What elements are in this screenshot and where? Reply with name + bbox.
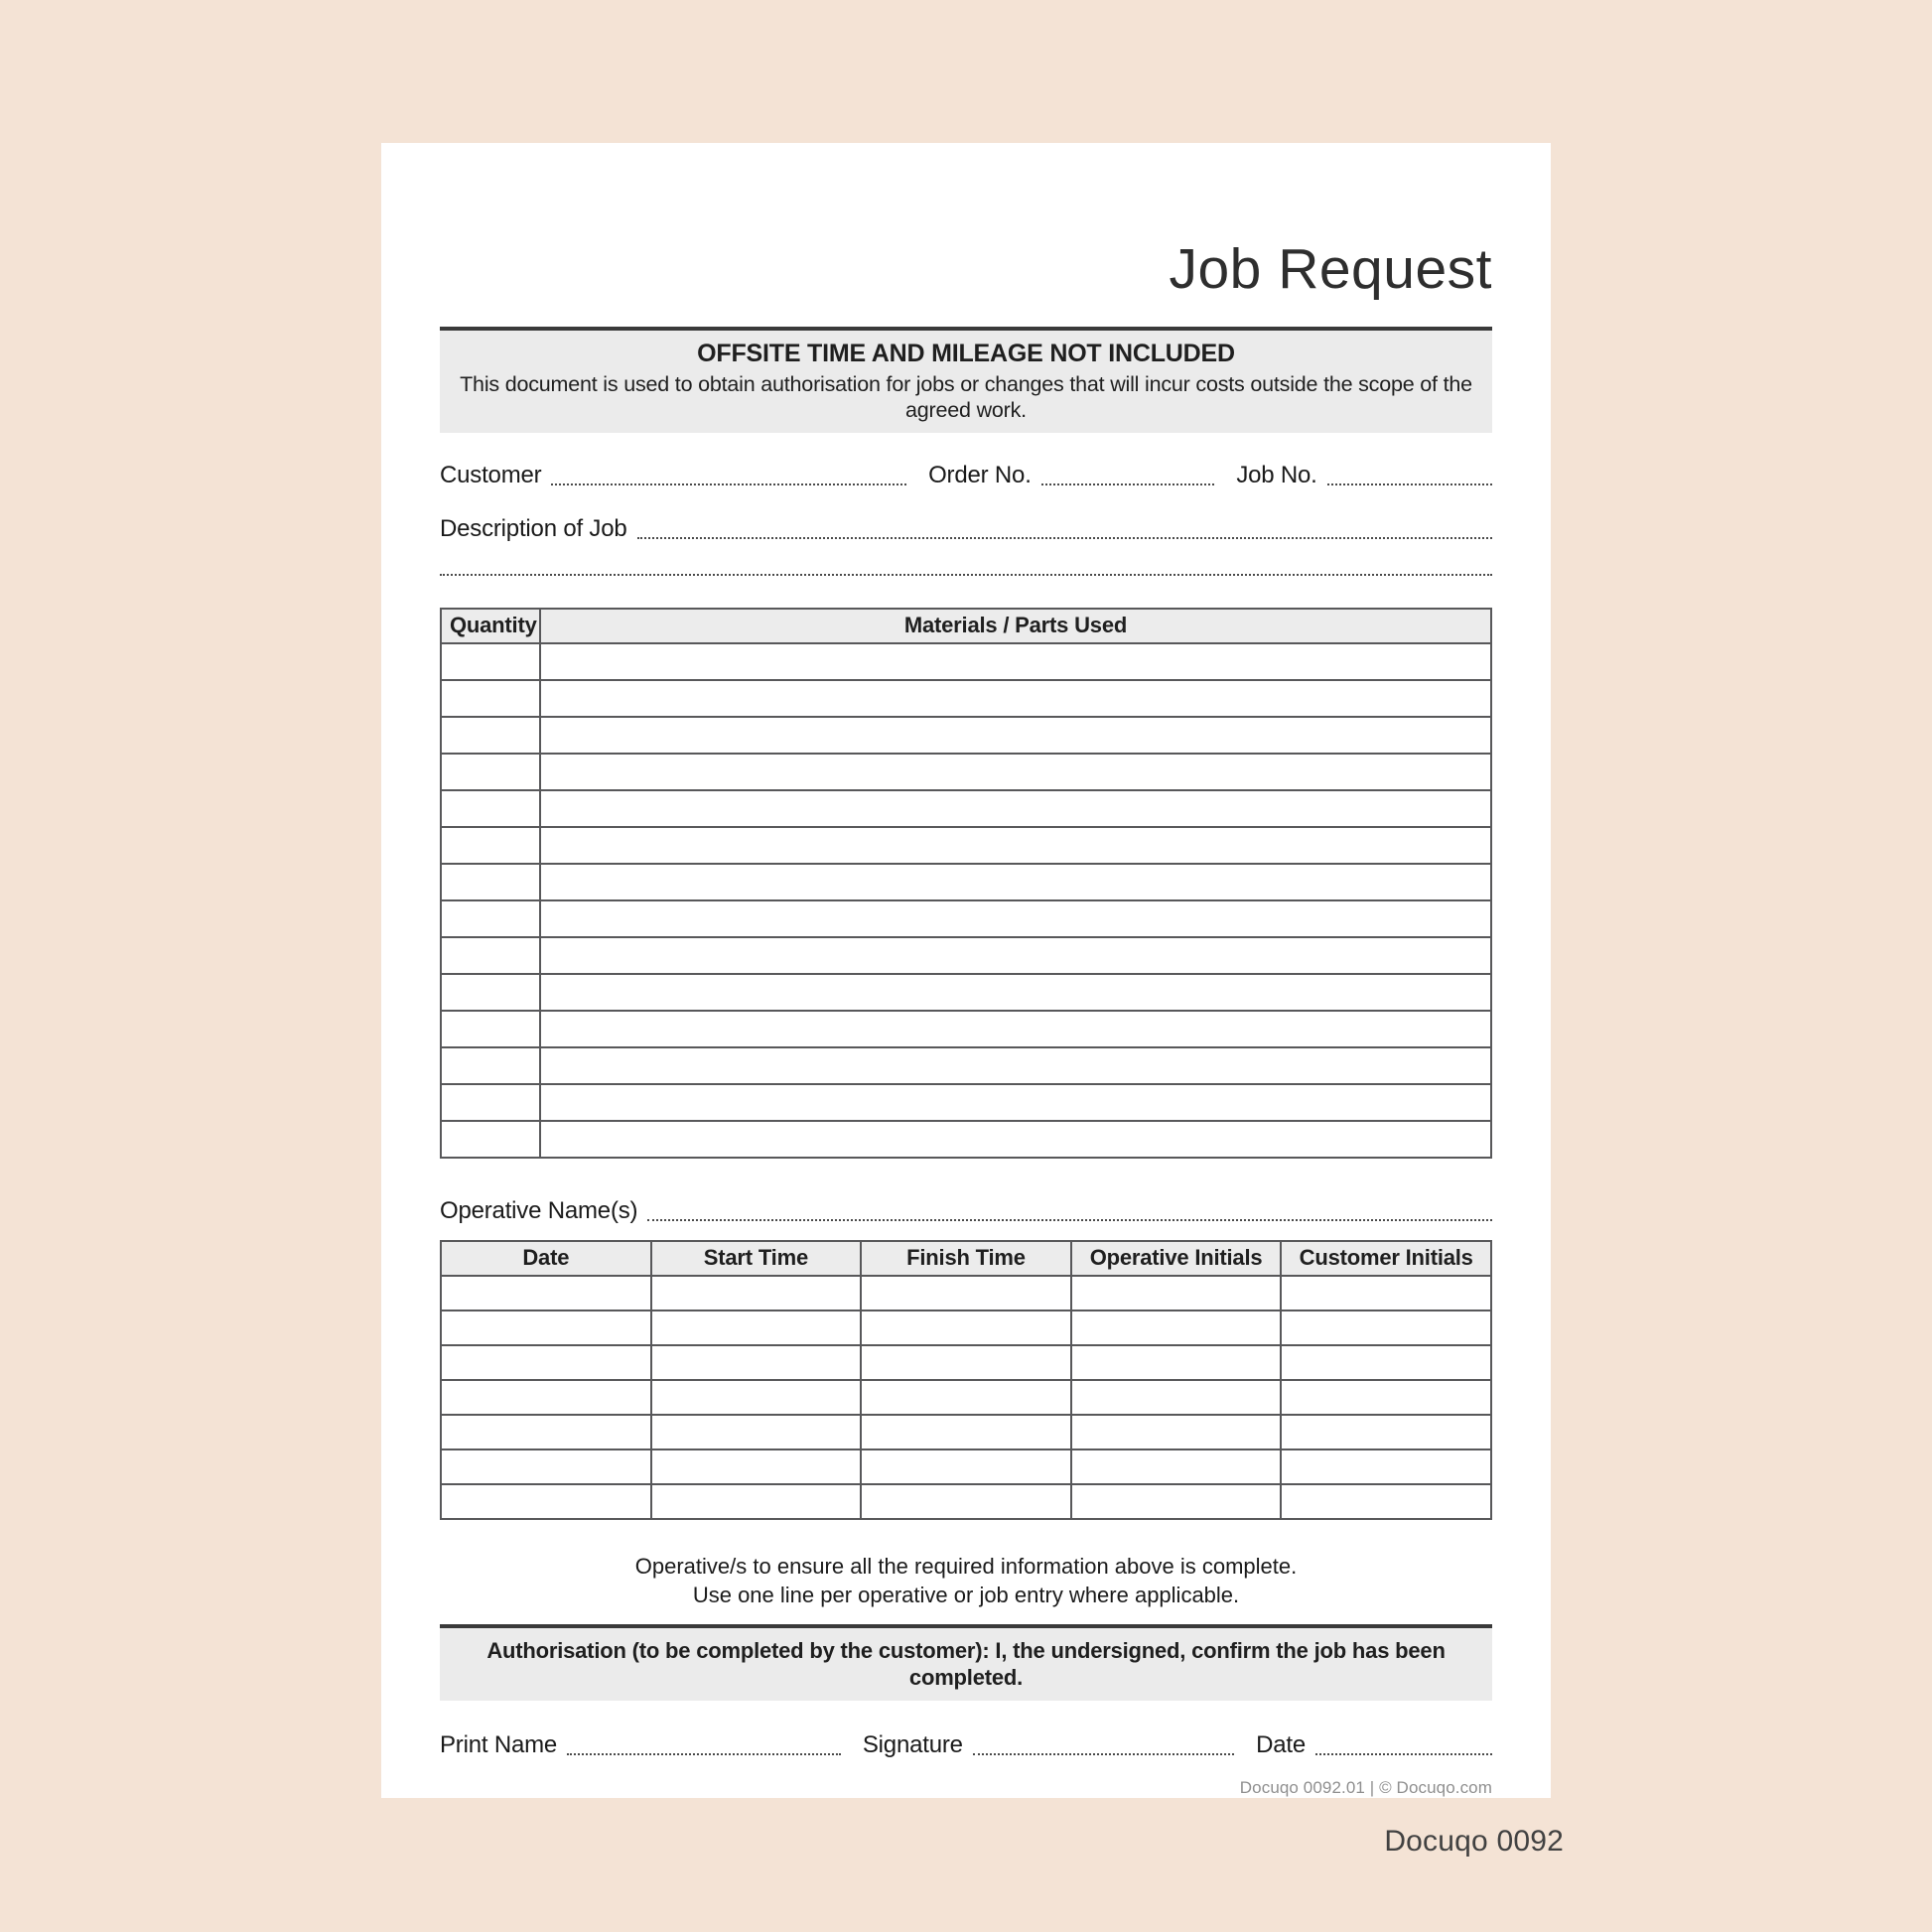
order-no-label: Order No. xyxy=(928,461,1032,488)
empty-cell[interactable] xyxy=(540,827,1491,864)
empty-cell[interactable] xyxy=(540,974,1491,1011)
empty-cell[interactable] xyxy=(1071,1449,1282,1484)
finish-time-column-header: Finish Time xyxy=(861,1241,1071,1276)
table-row xyxy=(441,1380,1491,1415)
customer-initials-column-header: Customer Initials xyxy=(1281,1241,1491,1276)
empty-cell[interactable] xyxy=(441,680,540,717)
empty-cell[interactable] xyxy=(540,900,1491,937)
table-row xyxy=(441,1484,1491,1519)
empty-cell[interactable] xyxy=(651,1380,862,1415)
empty-cell[interactable] xyxy=(441,1380,651,1415)
empty-cell[interactable] xyxy=(441,643,540,680)
materials-table-header xyxy=(441,609,1491,643)
empty-cell[interactable] xyxy=(1281,1276,1491,1311)
empty-cell[interactable] xyxy=(441,1084,540,1121)
operative-names-input-line[interactable] xyxy=(647,1197,1492,1221)
table-row xyxy=(441,827,1491,864)
order-no-input-line[interactable] xyxy=(1041,462,1215,485)
instruction-line-1: Operative/s to ensure all the required information above is complete. xyxy=(634,1553,1298,1579)
table-row xyxy=(441,1345,1491,1380)
empty-cell[interactable] xyxy=(861,1415,1071,1449)
table-row xyxy=(441,1276,1491,1311)
empty-cell[interactable] xyxy=(441,900,540,937)
empty-cell[interactable] xyxy=(861,1311,1071,1345)
empty-cell[interactable] xyxy=(441,864,540,900)
operative-initials-column-header: Operative Initials xyxy=(1071,1241,1282,1276)
empty-cell[interactable] xyxy=(441,790,540,827)
empty-cell[interactable] xyxy=(540,754,1491,790)
description-of-job-label: Description of Job xyxy=(440,514,627,542)
empty-cell[interactable] xyxy=(861,1484,1071,1519)
empty-cell[interactable] xyxy=(441,827,540,864)
print-name-input-line[interactable] xyxy=(567,1731,841,1755)
empty-cell[interactable] xyxy=(540,643,1491,680)
empty-cell[interactable] xyxy=(441,1276,651,1311)
notice-heading: OFFSITE TIME AND MILEAGE NOT INCLUDED xyxy=(697,339,1235,367)
table-row xyxy=(441,1311,1491,1345)
empty-cell[interactable] xyxy=(540,1047,1491,1084)
table-row xyxy=(441,643,1491,680)
empty-cell[interactable] xyxy=(651,1484,862,1519)
customer-input-line[interactable] xyxy=(551,462,906,485)
table-row xyxy=(441,717,1491,754)
description-input-line-1[interactable] xyxy=(637,515,1493,539)
operative-names-row xyxy=(440,1196,1492,1226)
empty-cell[interactable] xyxy=(540,1121,1491,1158)
customer-order-job-row xyxy=(440,461,1492,490)
empty-cell[interactable] xyxy=(441,754,540,790)
empty-cell[interactable] xyxy=(540,1011,1491,1047)
empty-cell[interactable] xyxy=(441,974,540,1011)
time-table-header xyxy=(441,1241,1491,1276)
empty-cell[interactable] xyxy=(651,1276,862,1311)
empty-cell[interactable] xyxy=(540,864,1491,900)
empty-cell[interactable] xyxy=(441,1047,540,1084)
table-row xyxy=(441,790,1491,827)
table-row xyxy=(441,1415,1491,1449)
table-row xyxy=(441,864,1491,900)
empty-cell[interactable] xyxy=(1281,1311,1491,1345)
empty-cell[interactable] xyxy=(861,1345,1071,1380)
empty-cell[interactable] xyxy=(540,937,1491,974)
document-page xyxy=(381,143,1551,1798)
empty-cell[interactable] xyxy=(540,1084,1491,1121)
empty-cell[interactable] xyxy=(441,1484,651,1519)
empty-cell[interactable] xyxy=(1281,1415,1491,1449)
empty-cell[interactable] xyxy=(651,1345,862,1380)
table-row xyxy=(441,1121,1491,1158)
empty-cell[interactable] xyxy=(651,1311,862,1345)
authorisation-banner: Authorisation (to be completed by the customer): I, the undersigned, confirm the job has been completed. xyxy=(440,1624,1492,1701)
empty-cell[interactable] xyxy=(1071,1415,1282,1449)
table-row xyxy=(441,900,1491,937)
instruction-line-2: Use one line per operative or job entry where applicable. xyxy=(692,1582,1240,1607)
table-row xyxy=(441,1011,1491,1047)
empty-cell[interactable] xyxy=(441,937,540,974)
signature-label: Signature xyxy=(862,1730,963,1758)
empty-cell[interactable] xyxy=(441,1449,651,1484)
empty-cell[interactable] xyxy=(861,1276,1071,1311)
signature-row xyxy=(440,1730,1492,1760)
empty-cell[interactable] xyxy=(861,1380,1071,1415)
empty-cell[interactable] xyxy=(1071,1484,1282,1519)
empty-cell[interactable] xyxy=(1281,1449,1491,1484)
operative-names-label: Operative Name(s) xyxy=(440,1196,638,1224)
signature-input-line[interactable] xyxy=(973,1731,1234,1755)
empty-cell[interactable] xyxy=(861,1449,1071,1484)
empty-cell[interactable] xyxy=(441,1011,540,1047)
table-row xyxy=(441,1047,1491,1084)
empty-cell[interactable] xyxy=(1071,1276,1282,1311)
notice-banner xyxy=(440,327,1492,433)
document-footer: Docuqo 0092.01 | © Docuqo.com xyxy=(1239,1777,1492,1797)
print-name-label: Print Name xyxy=(440,1730,558,1758)
table-row xyxy=(441,754,1491,790)
empty-cell[interactable] xyxy=(441,1415,651,1449)
time-table xyxy=(440,1240,1492,1520)
table-row xyxy=(441,680,1491,717)
table-row xyxy=(441,974,1491,1011)
empty-cell[interactable] xyxy=(1281,1380,1491,1415)
table-row xyxy=(441,1084,1491,1121)
date-column-header: Date xyxy=(441,1241,651,1276)
start-time-column-header: Start Time xyxy=(651,1241,862,1276)
empty-cell[interactable] xyxy=(1071,1345,1282,1380)
empty-cell[interactable] xyxy=(1071,1311,1282,1345)
watermark-label: Docuqo 0092 xyxy=(1384,1825,1564,1858)
empty-cell[interactable] xyxy=(441,1345,651,1380)
empty-cell[interactable] xyxy=(651,1449,862,1484)
job-no-label: Job No. xyxy=(1236,461,1317,488)
date-label: Date xyxy=(1256,1730,1307,1758)
empty-cell[interactable] xyxy=(1281,1484,1491,1519)
operative-instructions xyxy=(440,1552,1492,1609)
empty-cell[interactable] xyxy=(1071,1380,1282,1415)
date-input-line[interactable] xyxy=(1315,1731,1492,1755)
description-input-line-2[interactable] xyxy=(440,574,1492,576)
empty-cell[interactable] xyxy=(540,790,1491,827)
materials-table xyxy=(440,608,1492,1159)
notice-body: This document is used to obtain authorisation for jobs or changes that will incur costs outside the scope of the agreed work. xyxy=(460,371,1472,422)
table-row xyxy=(441,1449,1491,1484)
description-row xyxy=(440,514,1492,544)
table-row xyxy=(441,937,1491,974)
page-title: Job Request xyxy=(1169,237,1492,301)
empty-cell[interactable] xyxy=(441,1121,540,1158)
empty-cell[interactable] xyxy=(540,717,1491,754)
empty-cell[interactable] xyxy=(441,1311,651,1345)
job-no-input-line[interactable] xyxy=(1327,462,1492,485)
empty-cell[interactable] xyxy=(540,680,1491,717)
customer-label: Customer xyxy=(440,461,542,488)
empty-cell[interactable] xyxy=(441,717,540,754)
materials-parts-used-column-header: Materials / Parts Used xyxy=(540,609,1491,643)
empty-cell[interactable] xyxy=(651,1415,862,1449)
empty-cell[interactable] xyxy=(1281,1345,1491,1380)
quantity-column-header: Quantity xyxy=(441,609,540,643)
